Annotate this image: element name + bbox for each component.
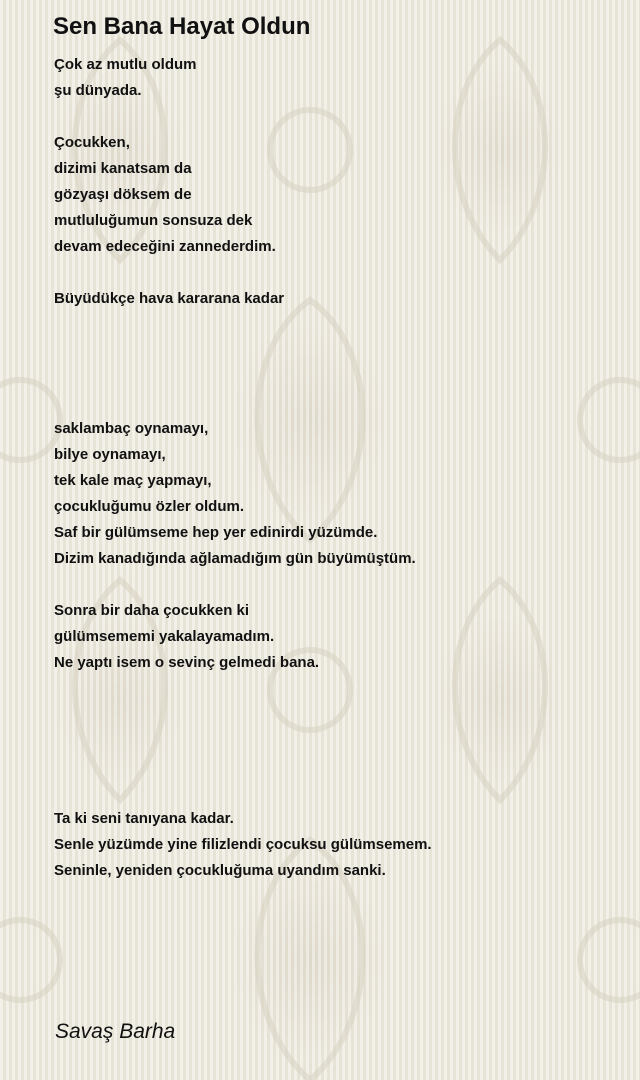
poem-line — [54, 260, 614, 286]
poem-line — [54, 702, 614, 728]
poem-line: devam edeceğini zannederdim. — [54, 238, 276, 255]
poem-line: bilye oynamayı, — [54, 446, 166, 463]
poem-line: Ne yaptı isem o sevinç gelmedi bana. — [54, 654, 320, 671]
poem-author: Savaş Barha — [55, 1020, 176, 1043]
poem-line — [54, 312, 614, 338]
poem-line — [54, 364, 614, 390]
poem-line — [54, 104, 614, 130]
poem-line: Seninle, yeniden çocukluğuma uyandım sanki. — [54, 862, 386, 879]
poem-line — [54, 754, 614, 780]
poem-line: Dizim kanadığında ağlamadığım gün büyümüştüm. — [54, 550, 416, 567]
poem-line: gülümsememi yakalayamadım. — [54, 628, 275, 645]
poem-line: saklambaç oynamayı, — [54, 420, 209, 437]
poem-line: mutluluğumun sonsuza dek — [54, 212, 253, 229]
poem-line: Çok az mutlu oldum — [54, 56, 197, 73]
poem-line — [54, 676, 614, 702]
poem-line: gözyaşı döksem de — [54, 186, 192, 203]
poem-line: çocukluğumu özler oldum. — [54, 498, 245, 515]
poem-line — [54, 338, 614, 364]
poem-line — [54, 572, 614, 598]
poem-line: dizimi kanatsam da — [54, 160, 192, 177]
poem-line — [54, 780, 614, 806]
poem-line: tek kale maç yapmayı, — [54, 472, 212, 489]
poem-line — [54, 728, 614, 754]
poem-line: Ta ki seni tanıyana kadar. — [54, 810, 234, 827]
poem-line: Büyüdükçe hava kararana kadar — [54, 290, 285, 307]
poem-body — [54, 52, 614, 884]
poem-line: Sonra bir daha çocukken ki — [54, 602, 250, 619]
poem-line — [54, 390, 614, 416]
poem-title: Sen Bana Hayat Oldun — [53, 13, 311, 40]
poem-line: Çocukken, — [54, 134, 130, 151]
poem-line: Senle yüzümde yine filizlendi çocuksu gülümsemem. — [54, 836, 432, 853]
poem-line: Saf bir gülümseme hep yer edinirdi yüzümde. — [54, 524, 378, 541]
poem-line: şu dünyada. — [54, 82, 142, 99]
